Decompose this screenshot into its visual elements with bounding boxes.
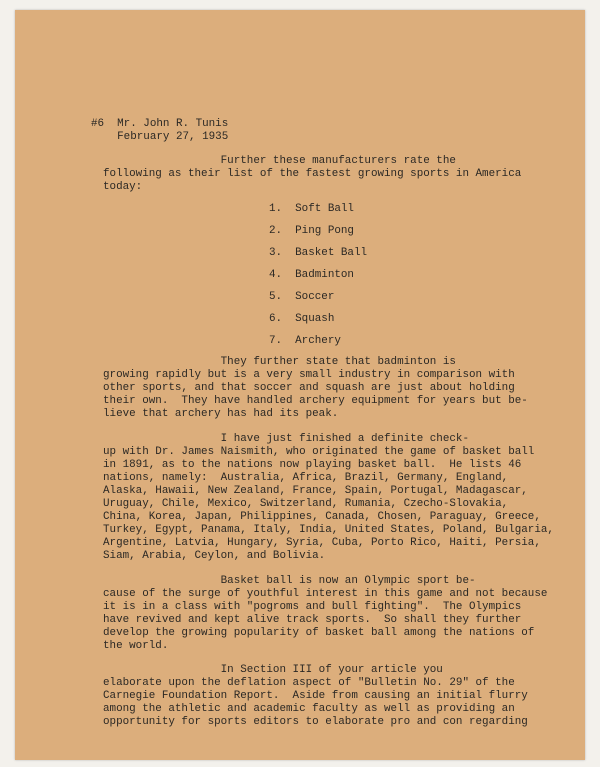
sport-list-item: 7. Archery — [269, 335, 341, 347]
paragraph-line: in 1891, as to the nations now playing basket ball. He lists 46 — [103, 459, 522, 471]
paragraph-line: They further state that badminton is — [103, 356, 456, 368]
sport-list-item: 6. Squash — [269, 313, 335, 325]
paragraph-line: it is in a class with "pogroms and bull fighting". The Olympics — [103, 601, 522, 613]
paragraph-line: Siam, Arabia, Ceylon, and Bolivia. — [103, 550, 326, 562]
paragraph-line: opportunity for sports editors to elaborate pro and con regarding — [103, 716, 528, 728]
paragraph-line: among the athletic and academic faculty as well as providing an — [103, 703, 515, 715]
paragraph-line: up with Dr. James Naismith, who originated the game of basket ball — [103, 446, 535, 458]
paragraph-line: Uruguay, Chile, Mexico, Switzerland, Rumania, Czecho-Slovakia, — [103, 498, 509, 510]
paragraph-line: Basket ball is now an Olympic sport be- — [103, 575, 476, 587]
paragraph-line: lieve that archery has had its peak. — [103, 408, 339, 420]
paragraph-line: cause of the surge of youthful interest in this game and not because — [103, 588, 548, 600]
paragraph-line: I have just finished a definite check- — [103, 433, 469, 445]
intro-line: today: — [103, 181, 143, 193]
paragraph-line: growing rapidly but is a very small industry in comparison with — [103, 369, 515, 381]
paragraph-line: nations, namely: Australia, Africa, Brazil, Germany, England, — [103, 472, 509, 484]
paragraph-line: other sports, and that soccer and squash are just about holding — [103, 382, 515, 394]
paragraph-line: Turkey, Egypt, Panama, Italy, India, United States, Poland, Bulgaria, — [103, 524, 554, 536]
sport-list-item: 1. Soft Ball — [269, 203, 354, 215]
paragraph-line: Argentine, Latvia, Hungary, Syria, Cuba, Porto Rico, Haiti, Persia, — [103, 537, 541, 549]
sport-list-item: 3. Basket Ball — [269, 247, 368, 259]
paragraph-line: the world. — [103, 640, 169, 652]
paragraph-line: have revived and kept alive track sports. So shall they further — [103, 614, 522, 626]
paragraph-line: develop the growing popularity of basket ball among the nations of — [103, 627, 535, 639]
paragraph-line: In Section III of your article you — [103, 664, 443, 676]
sport-list-item: 5. Soccer — [269, 291, 335, 303]
sport-list-item: 2. Ping Pong — [269, 225, 354, 237]
paragraph-line: Alaska, Hawaii, New Zealand, France, Spain, Portugal, Madagascar, — [103, 485, 528, 497]
paragraph-line: their own. They have handled archery equipment for years but be- — [103, 395, 528, 407]
intro-line: Further these manufacturers rate the — [103, 155, 456, 167]
paragraph-line: elaborate upon the deflation aspect of "Bulletin No. 29" of the — [103, 677, 515, 689]
sport-list-item: 4. Badminton — [269, 269, 354, 281]
letter-header-line: February 27, 1935 — [91, 131, 229, 143]
letter-header-line: #6 Mr. John R. Tunis — [91, 118, 229, 130]
letter-page — [15, 10, 585, 760]
paragraph-line: Carnegie Foundation Report. Aside from causing an initial flurry — [103, 690, 528, 702]
intro-line: following as their list of the fastest growing sports in America — [103, 168, 522, 180]
paragraph-line: China, Korea, Japan, Philippines, Canada, Chosen, Paraguay, Greece, — [103, 511, 541, 523]
